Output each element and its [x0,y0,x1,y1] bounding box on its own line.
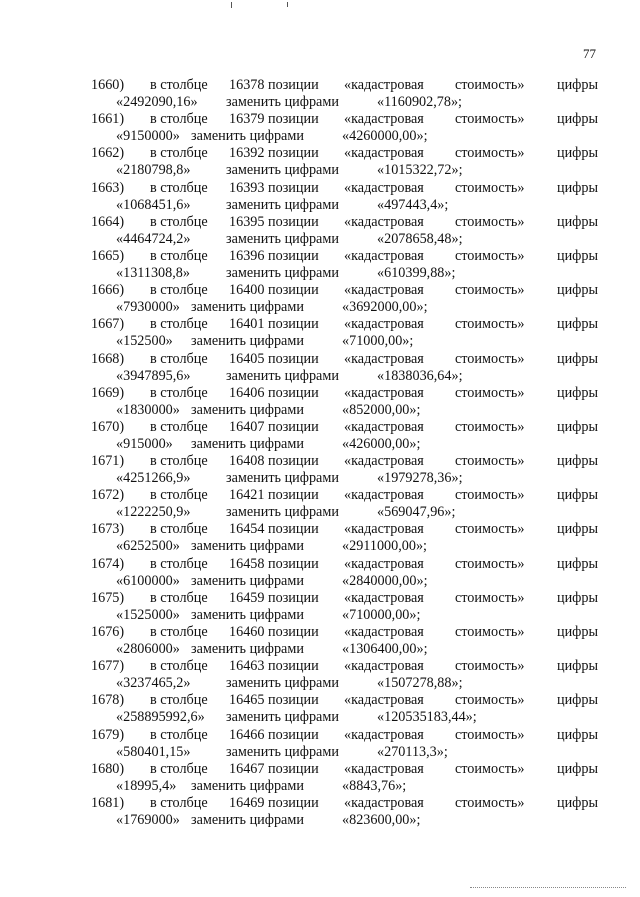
position-number: 16408 позиции [229,453,319,470]
entry-second-line [0,504,640,521]
new-value: «4260000,00»; [342,128,428,145]
cost-word: стоимость» [455,282,525,299]
amendment-entry [0,77,640,111]
entry-number: 1672) [91,487,125,504]
digits-word: цифры [557,145,599,162]
cost-word: стоимость» [455,179,525,196]
amendment-entry [0,487,640,521]
entry-first-line [0,692,640,709]
entry-number: 1669) [91,384,125,401]
entry-first-line [0,248,640,265]
digits-word: цифры [557,555,599,572]
cost-word: стоимость» [455,794,525,811]
replace-phrase: заменить цифрами [191,333,304,350]
cadastral-word: «кадастровая [344,179,424,196]
replace-phrase: заменить цифрами [226,675,339,692]
scan-artifact-mark [231,2,232,8]
column-phrase: в столбце [150,247,208,264]
entry-first-line [0,145,640,162]
amendment-entry [0,692,640,726]
new-value: «2078658,48»; [377,230,463,247]
position-number: 16395 позиции [229,213,319,230]
amendment-entry [0,419,640,453]
old-value: «152500» [116,333,173,350]
position-number: 16400 позиции [229,282,319,299]
new-value: «2840000,00»; [342,572,428,589]
cost-word: стоимость» [455,589,525,606]
amendment-entry [0,248,640,282]
replace-phrase: заменить цифрами [226,504,339,521]
column-phrase: в столбце [150,179,208,196]
amendment-entry [0,658,640,692]
entry-number: 1665) [91,247,125,264]
cadastral-word: «кадастровая [344,145,424,162]
digits-word: цифры [557,213,599,230]
entry-second-line [0,94,640,111]
entry-first-line [0,624,640,641]
entry-second-line [0,333,640,350]
cadastral-word: «кадастровая [344,624,424,640]
entry-first-line [0,521,640,538]
entry-second-line [0,231,640,248]
cost-word: стоимость» [455,658,525,675]
new-value: «823600,00»; [342,811,421,828]
replace-phrase: заменить цифрами [226,94,339,110]
digits-word: цифры [557,658,599,675]
column-phrase: в столбце [150,213,208,230]
new-value: «1838036,64»; [377,367,463,384]
cost-word: стоимость» [455,247,525,264]
digits-word: цифры [557,350,599,367]
old-value: «1830000» [116,401,180,418]
entry-second-line [0,402,640,419]
entry-number: 1671) [91,453,125,470]
column-phrase: в столбце [150,145,208,162]
cadastral-word: «кадастровая [344,350,424,367]
amendment-entry [0,795,640,829]
replace-phrase: заменить цифрами [191,299,304,316]
cadastral-word: «кадастровая [344,658,424,675]
cadastral-word: «кадастровая [344,77,424,93]
position-number: 16467 позиции [229,760,319,777]
replace-phrase: заменить цифрами [191,401,304,418]
digits-word: цифры [557,384,599,401]
replace-phrase: заменить цифрами [226,196,339,213]
column-phrase: в столбце [150,521,208,538]
replace-phrase: заменить цифрами [191,777,304,794]
replace-phrase: заменить цифрами [226,709,339,726]
new-value: «1507278,88»; [377,675,463,692]
cadastral-word: «кадастровая [344,384,424,401]
cost-word: стоимость» [455,213,525,230]
column-phrase: в столбце [150,111,208,128]
position-number: 16466 позиции [229,726,319,743]
column-phrase: в столбце [150,77,208,93]
footer-rule [470,887,626,888]
column-phrase: в столбце [150,316,208,333]
replace-phrase: заменить цифрами [191,641,304,657]
amendment-entry [0,282,640,316]
new-value: «71000,00»; [342,333,414,350]
old-value: «7930000» [116,299,180,316]
digits-word: цифры [557,282,599,299]
old-value: «6100000» [116,572,180,589]
cadastral-word: «кадастровая [344,418,424,435]
cost-word: стоимость» [455,111,525,128]
position-number: 16401 позиции [229,316,319,333]
digits-word: цифры [557,179,599,196]
entry-second-line [0,162,640,179]
old-value: «2180798,8» [116,162,191,179]
replace-phrase: заменить цифрами [191,811,304,828]
new-value: «569047,96»; [377,504,456,521]
replace-phrase: заменить цифрами [191,538,304,555]
entry-first-line [0,556,640,573]
old-value: «258895992,6» [116,709,205,726]
old-value: «1311308,8» [116,264,190,281]
digits-word: цифры [557,247,599,264]
entry-first-line [0,453,640,470]
amendment-list [0,77,640,829]
cost-word: стоимость» [455,418,525,435]
entry-first-line [0,727,640,744]
entry-number: 1668) [91,350,125,367]
amendment-entry [0,624,640,658]
position-number: 16378 позиции [229,77,319,93]
entry-number: 1660) [91,77,125,93]
entry-first-line [0,590,640,607]
column-phrase: в столбце [150,350,208,367]
position-number: 16460 позиции [229,624,319,640]
entry-second-line [0,538,640,555]
column-phrase: в столбце [150,624,208,640]
entry-first-line [0,316,640,333]
new-value: «710000,00»; [342,606,421,623]
entry-second-line [0,709,640,726]
column-phrase: в столбце [150,384,208,401]
entry-number: 1666) [91,282,125,299]
cadastral-word: «кадастровая [344,794,424,811]
digits-word: цифры [557,316,599,333]
cost-word: стоимость» [455,384,525,401]
column-phrase: в столбце [150,418,208,435]
scan-artifact-mark [287,2,288,7]
digits-word: цифры [557,692,599,709]
new-value: «3692000,00»; [342,299,428,316]
position-number: 16469 позиции [229,794,319,811]
entry-second-line [0,641,640,658]
replace-phrase: заменить цифрами [226,743,339,760]
column-phrase: в столбце [150,589,208,606]
amendment-entry [0,214,640,248]
old-value: «9150000» [116,128,180,145]
entry-first-line [0,761,640,778]
entry-first-line [0,351,640,368]
entry-second-line [0,607,640,624]
old-value: «1525000» [116,606,180,623]
position-number: 16396 позиции [229,247,319,264]
old-value: «1769000» [116,811,180,828]
entry-number: 1670) [91,418,125,435]
amendment-entry [0,556,640,590]
page-number: 77 [583,46,596,61]
entry-number: 1680) [91,760,125,777]
entry-number: 1677) [91,658,125,675]
amendment-entry [0,761,640,795]
replace-phrase: заменить цифрами [191,606,304,623]
amendment-entry [0,453,640,487]
entry-number: 1681) [91,794,125,811]
entry-second-line [0,778,640,795]
cost-word: стоимость» [455,692,525,709]
column-phrase: в столбце [150,555,208,572]
new-value: «1979278,36»; [377,470,463,487]
position-number: 16407 позиции [229,418,319,435]
entry-second-line [0,265,640,282]
cadastral-word: «кадастровая [344,692,424,709]
replace-phrase: заменить цифрами [191,435,304,452]
entry-first-line [0,658,640,675]
new-value: «426000,00»; [342,435,421,452]
replace-phrase: заменить цифрами [226,470,339,487]
new-value: «2911000,00»; [342,538,427,555]
new-value: «1306400,00»; [342,641,428,657]
column-phrase: в столбце [150,692,208,709]
old-value: «6252500» [116,538,180,555]
cadastral-word: «кадастровая [344,555,424,572]
entry-first-line [0,180,640,197]
cadastral-word: «кадастровая [344,111,424,128]
entry-first-line [0,487,640,504]
old-value: «18995,4» [116,777,177,794]
entry-first-line [0,282,640,299]
entry-number: 1679) [91,726,125,743]
cadastral-word: «кадастровая [344,213,424,230]
old-value: «3237465,2» [116,675,191,692]
digits-word: цифры [557,111,599,128]
amendment-entry [0,111,640,145]
entry-first-line [0,111,640,128]
entry-first-line [0,214,640,231]
cadastral-word: «кадастровая [344,726,424,743]
digits-word: цифры [557,589,599,606]
cost-word: стоимость» [455,77,525,93]
replace-phrase: заменить цифрами [226,264,339,281]
column-phrase: в столбце [150,453,208,470]
amendment-entry [0,316,640,350]
amendment-entry [0,145,640,179]
replace-phrase: заменить цифрами [226,162,339,179]
digits-word: цифры [557,794,599,811]
cost-word: стоимость» [455,350,525,367]
cost-word: стоимость» [455,453,525,470]
new-value: «610399,88»; [377,264,456,281]
replace-phrase: заменить цифрами [226,367,339,384]
new-value: «270113,3»; [377,743,448,760]
cadastral-word: «кадастровая [344,282,424,299]
position-number: 16465 позиции [229,692,319,709]
digits-word: цифры [557,453,599,470]
cadastral-word: «кадастровая [344,521,424,538]
cost-word: стоимость» [455,521,525,538]
entry-first-line [0,385,640,402]
old-value: «3947895,6» [116,367,191,384]
entry-number: 1663) [91,179,125,196]
digits-word: цифры [557,624,599,640]
amendment-entry [0,351,640,385]
column-phrase: в столбце [150,282,208,299]
cadastral-word: «кадастровая [344,487,424,504]
entry-number: 1661) [91,111,125,128]
entry-number: 1674) [91,555,125,572]
position-number: 16393 позиции [229,179,319,196]
cadastral-word: «кадастровая [344,760,424,777]
amendment-entry [0,385,640,419]
position-number: 16454 позиции [229,521,319,538]
digits-word: цифры [557,521,599,538]
amendment-entry [0,180,640,214]
old-value: «1222250,9» [116,504,191,521]
old-value: «580401,15» [116,743,191,760]
old-value: «1068451,6» [116,196,191,213]
digits-word: цифры [557,760,599,777]
position-number: 16421 позиции [229,487,319,504]
entry-second-line [0,812,640,829]
amendment-entry [0,521,640,555]
column-phrase: в столбце [150,658,208,675]
entry-number: 1678) [91,692,125,709]
cost-word: стоимость» [455,316,525,333]
entry-second-line [0,675,640,692]
position-number: 16392 позиции [229,145,319,162]
position-number: 16459 позиции [229,589,319,606]
old-value: «4251266,9» [116,470,191,487]
entry-number: 1673) [91,521,125,538]
entry-second-line [0,744,640,761]
old-value: «2806000» [116,641,180,657]
entry-number: 1664) [91,213,125,230]
amendment-entry [0,590,640,624]
column-phrase: в столбце [150,794,208,811]
entry-second-line [0,573,640,590]
entry-second-line [0,197,640,214]
cadastral-word: «кадастровая [344,316,424,333]
entry-number: 1676) [91,624,125,640]
cost-word: стоимость» [455,487,525,504]
position-number: 16458 позиции [229,555,319,572]
new-value: «1015322,72»; [377,162,463,179]
entry-second-line [0,299,640,316]
cost-word: стоимость» [455,624,525,640]
column-phrase: в столбце [150,726,208,743]
new-value: «497443,4»; [377,196,449,213]
digits-word: цифры [557,726,599,743]
entry-first-line [0,419,640,436]
cost-word: стоимость» [455,760,525,777]
digits-word: цифры [557,418,599,435]
column-phrase: в столбце [150,760,208,777]
amendment-entry [0,727,640,761]
entry-second-line [0,128,640,145]
new-value: «8843,76»; [342,777,407,794]
old-value: «915000» [116,435,173,452]
replace-phrase: заменить цифрами [191,572,304,589]
position-number: 16406 позиции [229,384,319,401]
old-value: «2492090,16» [116,94,198,110]
entry-first-line [0,795,640,812]
new-value: «120535183,44»; [377,709,477,726]
position-number: 16379 позиции [229,111,319,128]
new-value: «1160902,78»; [377,94,462,110]
entry-number: 1667) [91,316,125,333]
digits-word: цифры [557,77,599,93]
cost-word: стоимость» [455,555,525,572]
position-number: 16405 позиции [229,350,319,367]
entry-second-line [0,368,640,385]
cost-word: стоимость» [455,145,525,162]
cost-word: стоимость» [455,726,525,743]
cadastral-word: «кадастровая [344,589,424,606]
digits-word: цифры [557,487,599,504]
replace-phrase: заменить цифрами [226,230,339,247]
cadastral-word: «кадастровая [344,453,424,470]
column-phrase: в столбце [150,487,208,504]
entry-first-line [0,77,640,94]
entry-second-line [0,470,640,487]
entry-number: 1662) [91,145,125,162]
old-value: «4464724,2» [116,230,191,247]
entry-second-line [0,436,640,453]
new-value: «852000,00»; [342,401,421,418]
replace-phrase: заменить цифрами [191,128,304,145]
cadastral-word: «кадастровая [344,247,424,264]
entry-number: 1675) [91,589,125,606]
position-number: 16463 позиции [229,658,319,675]
